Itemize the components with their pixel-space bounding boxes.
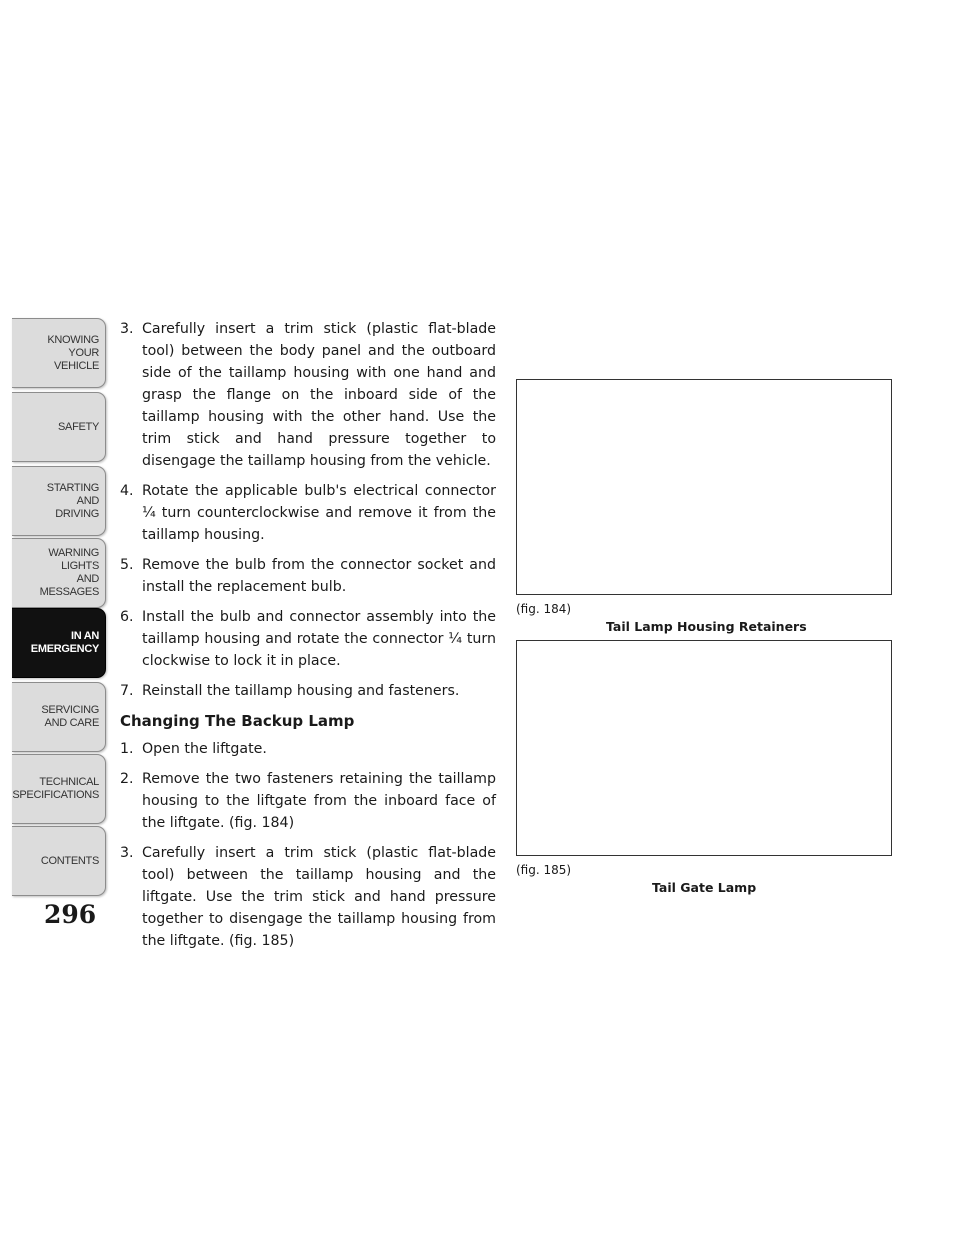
tab-safety[interactable] <box>12 392 106 462</box>
figure-184-image <box>516 379 892 595</box>
figure-185-caption: Tail Gate Lamp <box>652 880 757 895</box>
tab-label-line: AND CARE <box>44 717 99 729</box>
figure-185-label: (fig. 185) <box>516 863 572 877</box>
step-item <box>120 680 496 702</box>
tab-label-line: DRIVING <box>55 507 99 520</box>
tab-label-line: CONTENTS <box>40 854 99 867</box>
step-number: 2. <box>120 771 134 787</box>
step-text: Carefully insert a trim stick (plastic flat-blade tool) between the taillamp housing and the liftgate. Use the trim stick and hand pressure together to disengage the taillamp housing from the liftgate. (fig. 185) <box>142 845 496 949</box>
step-text: Remove the bulb from the connector socket and install the replacement bulb. <box>142 557 496 595</box>
tab-label-line: TECHNICAL <box>39 776 99 788</box>
tab-label-line: SAFETY <box>58 420 99 433</box>
figure-185-image <box>516 640 892 856</box>
tab-knowing-your-vehicle[interactable] <box>12 318 106 388</box>
tab-warning-lights-and-messages[interactable] <box>12 538 106 608</box>
tab-label-line: EMERGENCY <box>30 643 99 655</box>
step-item <box>120 318 496 472</box>
step-number: 4. <box>120 483 134 499</box>
tab-starting-and-driving[interactable] <box>12 466 106 536</box>
tab-label-line: AND <box>76 573 99 585</box>
tab-servicing-and-care[interactable] <box>12 682 106 752</box>
tab-label-line: SPECIFICATIONS <box>12 789 99 801</box>
tab-technical-specifications[interactable] <box>12 754 106 824</box>
tab-in-an-emergency[interactable] <box>12 608 106 678</box>
step-item <box>120 480 496 546</box>
step-text: Carefully insert a trim stick (plastic flat-blade tool) between the body panel and the outboard side of the taillamp housing with one hand and grasp the flange on the inboard side of the taillamp housing with the other hand. Use the trim stick and hand pressure together to disengage the taillamp housing from the vehicle. <box>142 321 496 469</box>
step-text: Rotate the applicable bulb's electrical connector ¼ turn counterclockwise and remove it from the taillamp housing. <box>142 483 496 543</box>
step-number: 3. <box>120 321 134 337</box>
step-text: Install the bulb and connector assembly into the taillamp housing and rotate the connector ¼ turn clockwise to lock it in place. <box>142 609 496 669</box>
step-text: Remove the two fasteners retaining the taillamp housing to the liftgate from the inboard face of the liftgate. (fig. 184) <box>142 771 496 831</box>
tab-contents[interactable] <box>12 826 106 896</box>
tab-label-line: LIGHTS <box>61 560 99 572</box>
step-number: 1. <box>120 741 134 757</box>
step-item <box>120 738 496 760</box>
step-text: Open the liftgate. <box>142 741 267 757</box>
section-heading: Changing The Backup Lamp <box>120 712 355 730</box>
tab-label-line: YOUR <box>68 346 99 359</box>
step-number: 5. <box>120 557 134 573</box>
step-number: 6. <box>120 609 134 625</box>
tab-label-line: IN AN <box>70 630 99 642</box>
step-item <box>120 842 496 952</box>
instructions-column <box>120 318 496 960</box>
step-item <box>120 554 496 598</box>
step-number: 3. <box>120 845 134 861</box>
step-item <box>120 768 496 834</box>
figure-184-label: (fig. 184) <box>516 602 572 616</box>
tab-label-line: WARNING <box>48 547 99 559</box>
tab-label-line: VEHICLE <box>54 359 99 372</box>
page-number: 296 <box>44 900 97 929</box>
tab-label-line: SERVICING <box>41 704 99 716</box>
step-item <box>120 606 496 672</box>
step-number: 7. <box>120 683 134 699</box>
tab-label-line: AND <box>76 494 99 507</box>
figure-184-caption: Tail Lamp Housing Retainers <box>606 619 807 634</box>
tab-label-line: STARTING <box>46 481 99 494</box>
tab-label-line: KNOWING <box>47 333 99 346</box>
steps-list-backup-lamp <box>120 738 496 952</box>
step-text: Reinstall the taillamp housing and fasteners. <box>142 683 460 699</box>
tab-label-line: MESSAGES <box>39 586 99 598</box>
steps-list-taillamp <box>120 318 496 702</box>
